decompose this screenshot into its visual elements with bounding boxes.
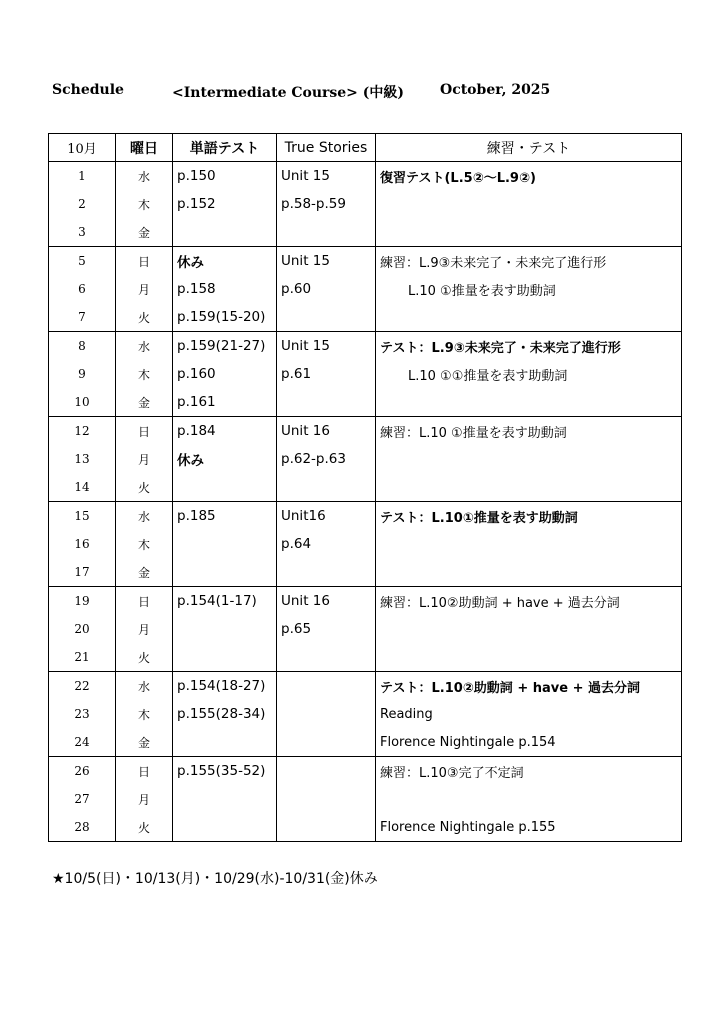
- practice-test-cell: Florence Nightingale p.154: [376, 728, 682, 757]
- day-cell: 16: [49, 530, 116, 558]
- vocab-test-cell: [173, 728, 277, 757]
- table-row: [49, 388, 682, 417]
- vocab-test-cell: [173, 643, 277, 672]
- table-row: [49, 728, 682, 757]
- day-cell: 9: [49, 360, 116, 388]
- weekday-cell: 火: [116, 813, 173, 842]
- practice-test-cell: テスト：L.10①推量を表す助動詞: [376, 502, 682, 531]
- weekday-cell: 木: [116, 190, 173, 218]
- day-cell: 19: [49, 587, 116, 616]
- column-header-practice-test: 練習・テスト: [376, 134, 682, 162]
- column-header-day: 10月: [49, 134, 116, 162]
- table-row: [49, 445, 682, 473]
- table-row: [49, 162, 682, 191]
- vocab-test-cell: p.155(35-52): [173, 757, 277, 786]
- true-stories-cell: [277, 388, 376, 417]
- weekday-cell: 日: [116, 587, 173, 616]
- schedule-table: [48, 133, 682, 842]
- table-header-row: [49, 134, 682, 162]
- practice-test-cell: [376, 473, 682, 502]
- day-cell: 2: [49, 190, 116, 218]
- practice-test-cell: テスト：L.10②助動詞 + have + 過去分詞: [376, 672, 682, 701]
- practice-test-cell: Reading: [376, 700, 682, 728]
- day-cell: 17: [49, 558, 116, 587]
- practice-test-cell: [376, 615, 682, 643]
- weekday-cell: 水: [116, 162, 173, 191]
- table-row: [49, 672, 682, 701]
- true-stories-cell: Unit 16: [277, 417, 376, 446]
- practice-test-cell: 練習：L.10②助動詞 + have + 過去分詞: [376, 587, 682, 616]
- day-cell: 1: [49, 162, 116, 191]
- practice-test-cell: [376, 643, 682, 672]
- day-cell: 5: [49, 247, 116, 276]
- weekday-cell: 金: [116, 558, 173, 587]
- vocab-test-cell: p.160: [173, 360, 277, 388]
- table-row: [49, 643, 682, 672]
- day-cell: 22: [49, 672, 116, 701]
- true-stories-cell: [277, 558, 376, 587]
- true-stories-cell: [277, 643, 376, 672]
- vocab-test-cell: p.158: [173, 275, 277, 303]
- weekday-cell: 日: [116, 247, 173, 276]
- true-stories-cell: p.62-p.63: [277, 445, 376, 473]
- true-stories-cell: [277, 728, 376, 757]
- schedule-date: October, 2025: [440, 82, 551, 98]
- practice-test-cell: [376, 218, 682, 247]
- vocab-test-cell: p.185: [173, 502, 277, 531]
- vocab-test-cell: p.159(21-27): [173, 332, 277, 361]
- vocab-test-cell: p.152: [173, 190, 277, 218]
- true-stories-cell: Unit 15: [277, 162, 376, 191]
- weekday-cell: 月: [116, 445, 173, 473]
- schedule-body: [49, 162, 682, 842]
- practice-test-cell: 練習：L.9③未来完了・未来完了進行形: [376, 247, 682, 276]
- table-row: [49, 473, 682, 502]
- table-row: [49, 615, 682, 643]
- column-header-weekday: 曜日: [116, 134, 173, 162]
- vocab-test-cell: [173, 473, 277, 502]
- practice-test-cell: [376, 558, 682, 587]
- practice-test-cell: [376, 388, 682, 417]
- table-row: [49, 303, 682, 332]
- day-cell: 24: [49, 728, 116, 757]
- practice-test-cell: [376, 190, 682, 218]
- table-row: [49, 785, 682, 813]
- vocab-test-cell: p.159(15-20): [173, 303, 277, 332]
- column-header-true-stories: True Stories: [277, 134, 376, 162]
- weekday-cell: 金: [116, 218, 173, 247]
- table-row: [49, 190, 682, 218]
- table-row: [49, 757, 682, 786]
- table-row: [49, 332, 682, 361]
- true-stories-cell: [277, 218, 376, 247]
- day-cell: 6: [49, 275, 116, 303]
- holiday-note: ★10/5(日)・10/13(月)・10/29(水)-10/31(金)休み: [52, 871, 378, 887]
- weekday-cell: 火: [116, 303, 173, 332]
- vocab-test-cell: p.155(28-34): [173, 700, 277, 728]
- vocab-test-cell: [173, 813, 277, 842]
- day-cell: 21: [49, 643, 116, 672]
- weekday-cell: 月: [116, 615, 173, 643]
- true-stories-cell: [277, 813, 376, 842]
- true-stories-cell: p.64: [277, 530, 376, 558]
- true-stories-cell: Unit 15: [277, 247, 376, 276]
- weekday-cell: 日: [116, 417, 173, 446]
- practice-test-cell: 練習：L.10 ①推量を表す助動詞: [376, 417, 682, 446]
- day-cell: 26: [49, 757, 116, 786]
- course-title: <Intermediate Course> (中級): [172, 85, 405, 101]
- practice-test-cell: [376, 445, 682, 473]
- vocab-test-cell: p.184: [173, 417, 277, 446]
- weekday-cell: 金: [116, 728, 173, 757]
- true-stories-cell: Unit 16: [277, 587, 376, 616]
- true-stories-cell: Unit 15: [277, 332, 376, 361]
- true-stories-cell: [277, 672, 376, 701]
- vocab-test-cell: 休み: [173, 247, 277, 276]
- day-cell: 13: [49, 445, 116, 473]
- weekday-cell: 火: [116, 473, 173, 502]
- vocab-test-cell: [173, 218, 277, 247]
- practice-test-cell: 復習テスト(L.5②～L.9②): [376, 162, 682, 191]
- true-stories-cell: [277, 700, 376, 728]
- table-row: [49, 558, 682, 587]
- table-row: [49, 218, 682, 247]
- weekday-cell: 水: [116, 332, 173, 361]
- day-cell: 27: [49, 785, 116, 813]
- day-cell: 15: [49, 502, 116, 531]
- weekday-cell: 火: [116, 643, 173, 672]
- vocab-test-cell: p.154(18-27): [173, 672, 277, 701]
- weekday-cell: 金: [116, 388, 173, 417]
- table-row: [49, 360, 682, 388]
- vocab-test-cell: p.161: [173, 388, 277, 417]
- day-cell: 14: [49, 473, 116, 502]
- table-row: [49, 700, 682, 728]
- day-cell: 3: [49, 218, 116, 247]
- weekday-cell: 木: [116, 530, 173, 558]
- true-stories-cell: [277, 785, 376, 813]
- weekday-cell: 水: [116, 502, 173, 531]
- weekday-cell: 木: [116, 700, 173, 728]
- day-cell: 7: [49, 303, 116, 332]
- vocab-test-cell: [173, 785, 277, 813]
- practice-test-cell: [376, 530, 682, 558]
- vocab-test-cell: [173, 558, 277, 587]
- vocab-test-cell: p.154(1-17): [173, 587, 277, 616]
- day-cell: 12: [49, 417, 116, 446]
- schedule-label: Schedule: [52, 82, 124, 98]
- table-row: [49, 813, 682, 842]
- weekday-cell: 木: [116, 360, 173, 388]
- day-cell: 10: [49, 388, 116, 417]
- true-stories-cell: Unit16: [277, 502, 376, 531]
- weekday-cell: 月: [116, 275, 173, 303]
- true-stories-cell: [277, 303, 376, 332]
- true-stories-cell: [277, 473, 376, 502]
- true-stories-cell: p.60: [277, 275, 376, 303]
- table-row: [49, 502, 682, 531]
- weekday-cell: 水: [116, 672, 173, 701]
- practice-test-cell: Florence Nightingale p.155: [376, 813, 682, 842]
- vocab-test-cell: 休み: [173, 445, 277, 473]
- table-row: [49, 530, 682, 558]
- true-stories-cell: p.61: [277, 360, 376, 388]
- document-header: [52, 82, 672, 104]
- day-cell: 8: [49, 332, 116, 361]
- vocab-test-cell: [173, 530, 277, 558]
- practice-test-cell: テスト：L.9③未来完了・未来完了進行形: [376, 332, 682, 361]
- true-stories-cell: [277, 757, 376, 786]
- practice-test-cell: L.10 ①①推量を表す助動詞: [376, 360, 682, 388]
- day-cell: 20: [49, 615, 116, 643]
- table-row: [49, 247, 682, 276]
- vocab-test-cell: [173, 615, 277, 643]
- weekday-cell: 日: [116, 757, 173, 786]
- day-cell: 23: [49, 700, 116, 728]
- day-cell: 28: [49, 813, 116, 842]
- practice-test-cell: [376, 785, 682, 813]
- table-row: [49, 275, 682, 303]
- weekday-cell: 月: [116, 785, 173, 813]
- table-row: [49, 417, 682, 446]
- column-header-vocab-test: 単語テスト: [173, 134, 277, 162]
- table-row: [49, 587, 682, 616]
- vocab-test-cell: p.150: [173, 162, 277, 191]
- practice-test-cell: 練習：L.10③完了不定詞: [376, 757, 682, 786]
- practice-test-cell: L.10 ①推量を表す助動詞: [376, 275, 682, 303]
- practice-test-cell: [376, 303, 682, 332]
- true-stories-cell: p.58-p.59: [277, 190, 376, 218]
- true-stories-cell: p.65: [277, 615, 376, 643]
